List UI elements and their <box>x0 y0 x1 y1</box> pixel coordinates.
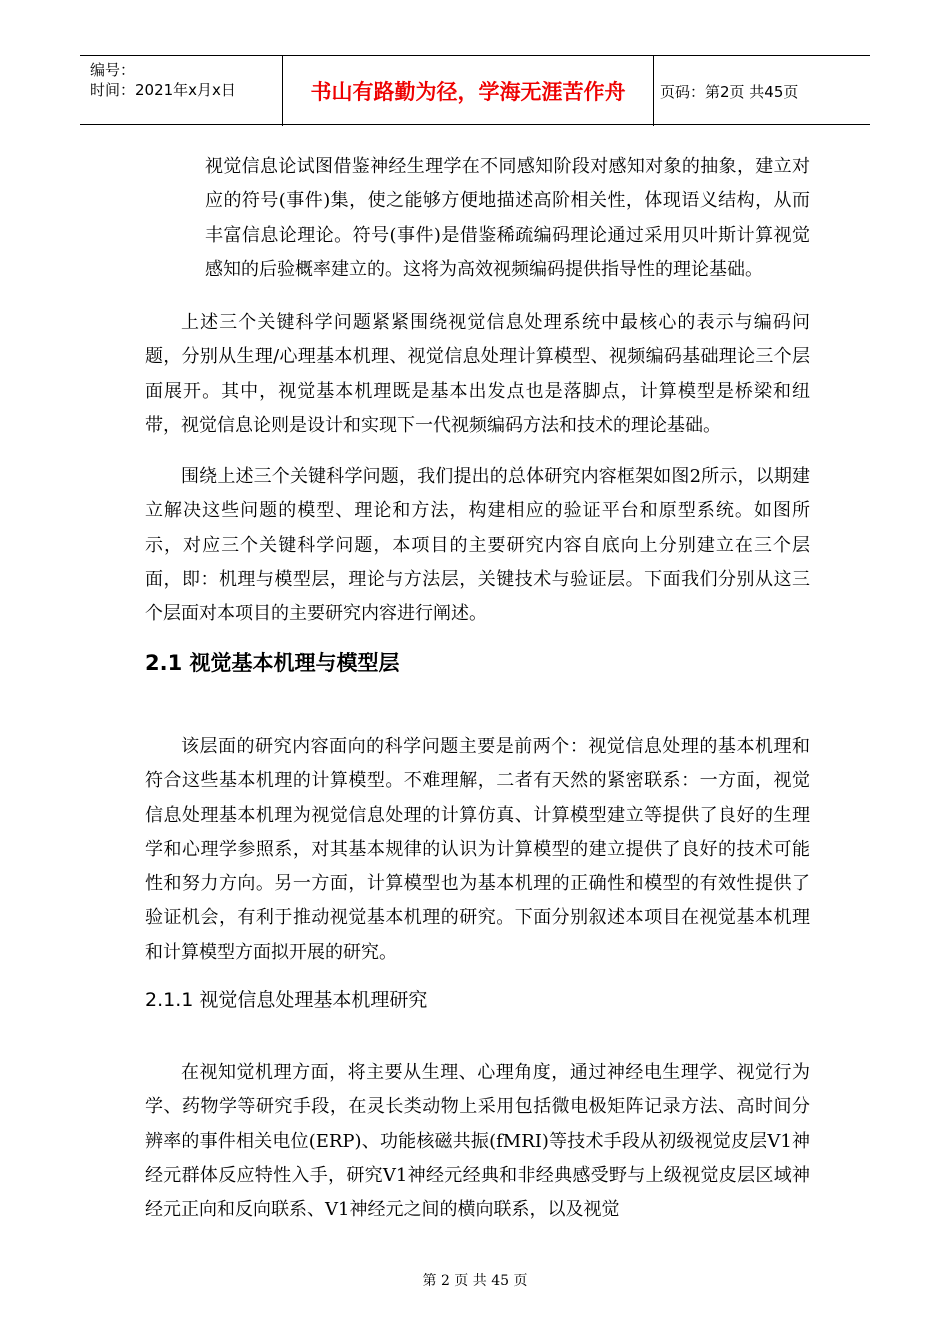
page-footer: 第 2 页 共 45 页 <box>422 1273 528 1289</box>
paragraph-key-problems-summary: 上述三个关键科学问题紧紧围绕视觉信息处理系统中最核心的表示与编码问题，分别从生理/心理基本机理、视觉信息处理计算模型、视频编码基础理论三个层面展开。其中，视觉基本机理既是基本出发点也是落脚点，计算模型是桥梁和纽带，视觉信息论则是设计和实现下一代视频编码方法和技术的理论基础。 <box>145 312 810 436</box>
doc-number-label: 编号： <box>90 61 136 79</box>
paragraph-visual-information-theory: 视觉信息论试图借鉴神经生理学在不同感知阶段对感知对象的抽象，建立对应的符号(事件)集，使之能够方便地描述高阶相关性，体现语义结构，从而丰富信息论理论。符号(事件)是借鉴稀疏编码理论通过采用贝叶斯计算视觉感知的后验概率建立的。这将为高效视频编码提供指导性的理论基础。 <box>205 156 810 280</box>
paragraph-research-framework: 围绕上述三个关键科学问题，我们提出的总体研究内容框架如图2所示，以期建立解决这些问题的模型、理论和方法，构建相应的验证平台和原型系统。如图所示，对应三个关键科学问题，本项目的主要研究内容自底向上分别建立在三个层面，即：机理与模型层，理论与方法层，关键技术与验证层。下面我们分别从这三个层面对本项目的主要研究内容进行阐述。 <box>145 466 810 625</box>
page-header <box>80 55 870 125</box>
paragraph-mechanism-model-layer: 该层面的研究内容面向的科学问题主要是前两个：视觉信息处理的基本机理和符合这些基本机理的计算模型。不难理解，二者有天然的紧密联系：一方面，视觉信息处理基本机理为视觉信息处理的计算仿真、计算模型建立等提供了良好的生理学和心理学参照系，对其基本规律的认识为计算模型的建立提供了良好的技术可能性和努力方向。另一方面，计算模型也为基本机理的正确性和模型的有效性提供了验证机会，有利于推动视觉基本机理的研究。下面分别叙述本项目在视觉基本机理和计算模型方面拟开展的研究。 <box>145 736 810 963</box>
header-motto: 书山有路勤为径，学海无涯苦作舟 <box>282 55 654 126</box>
doc-date-label: 时间：2021年x月x日 <box>90 81 236 99</box>
section-heading-2-1: 2.1 视觉基本机理与模型层 <box>145 651 400 675</box>
header-page-count: 页码：第2页 共45页 <box>660 82 799 101</box>
header-meta <box>90 60 236 100</box>
section-heading-2-1-1: 2.1.1 视觉信息处理基本机理研究 <box>145 989 428 1011</box>
paragraph-perception-mechanism: 在视知觉机理方面，将主要从生理、心理角度，通过神经电生理学、视觉行为学、药物学等研究手段，在灵长类动物上采用包括微电极矩阵记录方法、高时间分辨率的事件相关电位(ERP)、功能核磁共振(fMRI)等技术手段从初级视觉皮层V1神经元群体反应特性入手，研究V1神经元经典和非经典感受野与上级视觉皮层区域神经元正向和反向联系、V1神经元之间的横向联系，以及视觉 <box>145 1062 810 1221</box>
